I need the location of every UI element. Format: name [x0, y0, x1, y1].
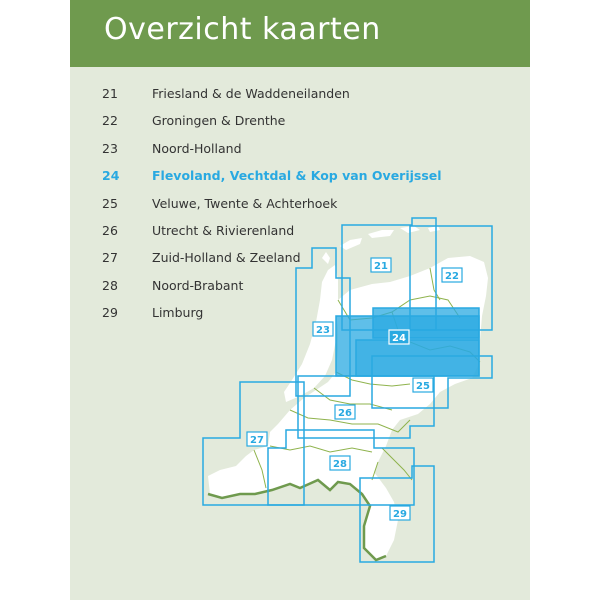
map-number: 23: [102, 140, 118, 156]
map-number: 28: [102, 277, 118, 293]
sheet-label-23[interactable]: [313, 322, 333, 336]
sheet-label-28[interactable]: [330, 456, 350, 470]
page-title: Overzicht kaarten: [104, 12, 381, 47]
sheet-label-text: 25: [416, 381, 430, 392]
sheet-label-text: 24: [392, 333, 406, 344]
sheet-label-29[interactable]: [390, 506, 410, 520]
map-number: 26: [102, 222, 118, 238]
sheet-label-text: 28: [333, 459, 347, 470]
map-number: 22: [102, 113, 118, 129]
sheet-label-text: 26: [338, 408, 352, 419]
map-name: Groningen & Drenthe: [152, 113, 286, 129]
sheet-label-text: 23: [316, 325, 330, 336]
map-number: 25: [102, 195, 118, 211]
map-name: Utrecht & Rivierenland: [152, 222, 295, 238]
sheet-label-26[interactable]: [335, 405, 355, 419]
sheet-label-text: 22: [445, 271, 459, 282]
sheet-label-24[interactable]: [389, 330, 409, 344]
sheet-label-text: 29: [393, 509, 407, 520]
map-name: Noord-Brabant: [152, 277, 244, 293]
map-name: Flevoland, Vechtdal & Kop van Overijssel: [152, 168, 442, 184]
map-name: Limburg: [152, 305, 204, 321]
sheet-label-25[interactable]: [413, 378, 433, 392]
map-number: 21: [102, 86, 118, 101]
sheet-label-text: 27: [250, 435, 264, 446]
map-name: Veluwe, Twente & Achterhoek: [152, 195, 338, 211]
sheet-24-frame-south: [356, 340, 479, 376]
sheet-label-text: 21: [374, 261, 388, 272]
map-number: 24: [102, 168, 120, 184]
map-name: Zuid-Holland & Zeeland: [152, 250, 301, 266]
map-name: Friesland & de Waddeneilanden: [152, 86, 350, 101]
sheet-label-21[interactable]: [371, 258, 391, 272]
map-number: 27: [102, 250, 118, 266]
map-name: Noord-Holland: [152, 140, 242, 156]
sheet-label-22[interactable]: [442, 268, 462, 282]
sheet-label-27[interactable]: [247, 432, 267, 446]
map-number: 29: [102, 305, 118, 321]
